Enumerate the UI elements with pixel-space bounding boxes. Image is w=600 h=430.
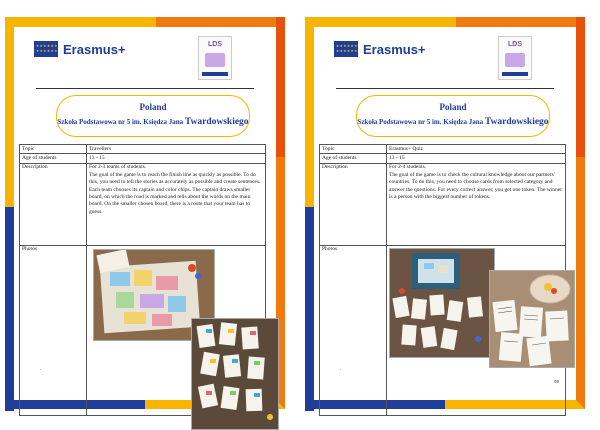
border-accent — [576, 17, 585, 157]
country-title: Poland — [439, 102, 467, 112]
school-title-box — [56, 95, 250, 137]
info-table — [319, 144, 566, 416]
photos-label: Photos — [322, 246, 337, 253]
table-row — [20, 245, 266, 415]
row-value-photos — [387, 245, 566, 415]
photo-handwritten-cards — [489, 270, 575, 368]
row-label-description: Description — [20, 163, 87, 245]
info-table — [19, 144, 266, 416]
photo-quiz-box — [389, 248, 495, 358]
school-name-prefix: Szkoła Podstawowa nr 5 im. Księdza Jana — [57, 118, 184, 126]
row-label-age: Age of students — [20, 154, 87, 163]
school-name-main: Twardowskiego — [184, 117, 249, 127]
school-title-box — [356, 95, 550, 137]
photos-label: Photos — [22, 246, 37, 253]
row-value-description: For 2-3 teams of students. The goal of the game is to reach the finish line as quickly as possible. To do this, you need to tell the stories as accurately as possible and create sentences. Each team chooses its captain and color chips. The captain draws smaller board, on which the road is marked and tells about the words on the main board. On the smaller chosen board, there is a route that your team has to guess. — [87, 163, 266, 245]
eu-flag-icon — [34, 41, 58, 57]
photos-placeholder-dot: . — [340, 366, 342, 372]
table-row — [20, 154, 266, 163]
table-row — [320, 163, 566, 245]
lds-project-logo — [198, 36, 232, 80]
book-icon — [205, 53, 225, 67]
row-value-topic: Travellers — [87, 145, 266, 154]
document-page-right — [305, 17, 585, 409]
table-row — [20, 145, 266, 154]
school-name-main: Twardowskiego — [484, 117, 549, 127]
lds-logo-text: LDS — [208, 41, 222, 48]
eu-flag-icon — [334, 41, 358, 57]
lds-logo-text: LDS — [508, 41, 522, 48]
row-label-description: Description — [320, 163, 387, 245]
row-value-description: For 2-4 students. The goal of the game is to check the cultural knowledge about our partners' countries. To do this, you need to choose cards from selected category and answer the questions. For every correct answer, you get one token. The winner is a person with the biggest number of tokens. — [387, 163, 566, 245]
border-accent — [156, 17, 276, 27]
header-divider — [336, 88, 554, 89]
page-number: 99 — [553, 379, 559, 384]
row-label-topic: Topic — [320, 145, 387, 154]
row-label-photos — [20, 245, 87, 415]
erasmus-logo — [34, 41, 126, 57]
country-title: Poland — [139, 102, 167, 112]
document-page-left — [5, 17, 285, 409]
table-row — [320, 245, 566, 415]
eu-strip-icon — [502, 72, 528, 76]
border-accent — [5, 207, 14, 411]
row-label-topic: Topic — [20, 145, 87, 154]
erasmus-label: Erasmus+ — [363, 41, 426, 57]
row-value-topic: Erasmus+ Quiz — [387, 145, 566, 154]
school-name — [357, 117, 549, 127]
row-value-photos — [87, 245, 266, 415]
erasmus-logo — [334, 41, 426, 57]
row-label-photos — [320, 245, 387, 415]
eu-strip-icon — [202, 72, 228, 76]
border-accent — [276, 17, 285, 157]
erasmus-label: Erasmus+ — [63, 41, 126, 57]
book-icon — [505, 53, 525, 67]
header-divider — [36, 88, 254, 89]
table-row — [320, 145, 566, 154]
photos-placeholder-dot: . — [40, 366, 42, 372]
border-accent — [305, 207, 314, 411]
school-name — [57, 117, 249, 127]
row-label-age: Age of students — [320, 154, 387, 163]
school-name-prefix: Szkoła Podstawowa nr 5 im. Księdza Jana — [357, 118, 484, 126]
photo-cards-table — [191, 318, 279, 430]
row-value-age: 13 - 15 — [387, 154, 566, 163]
border-accent — [456, 17, 576, 27]
row-value-age: 13 - 15 — [87, 154, 266, 163]
lds-project-logo — [498, 36, 532, 80]
table-row — [320, 154, 566, 163]
table-row — [20, 163, 266, 245]
